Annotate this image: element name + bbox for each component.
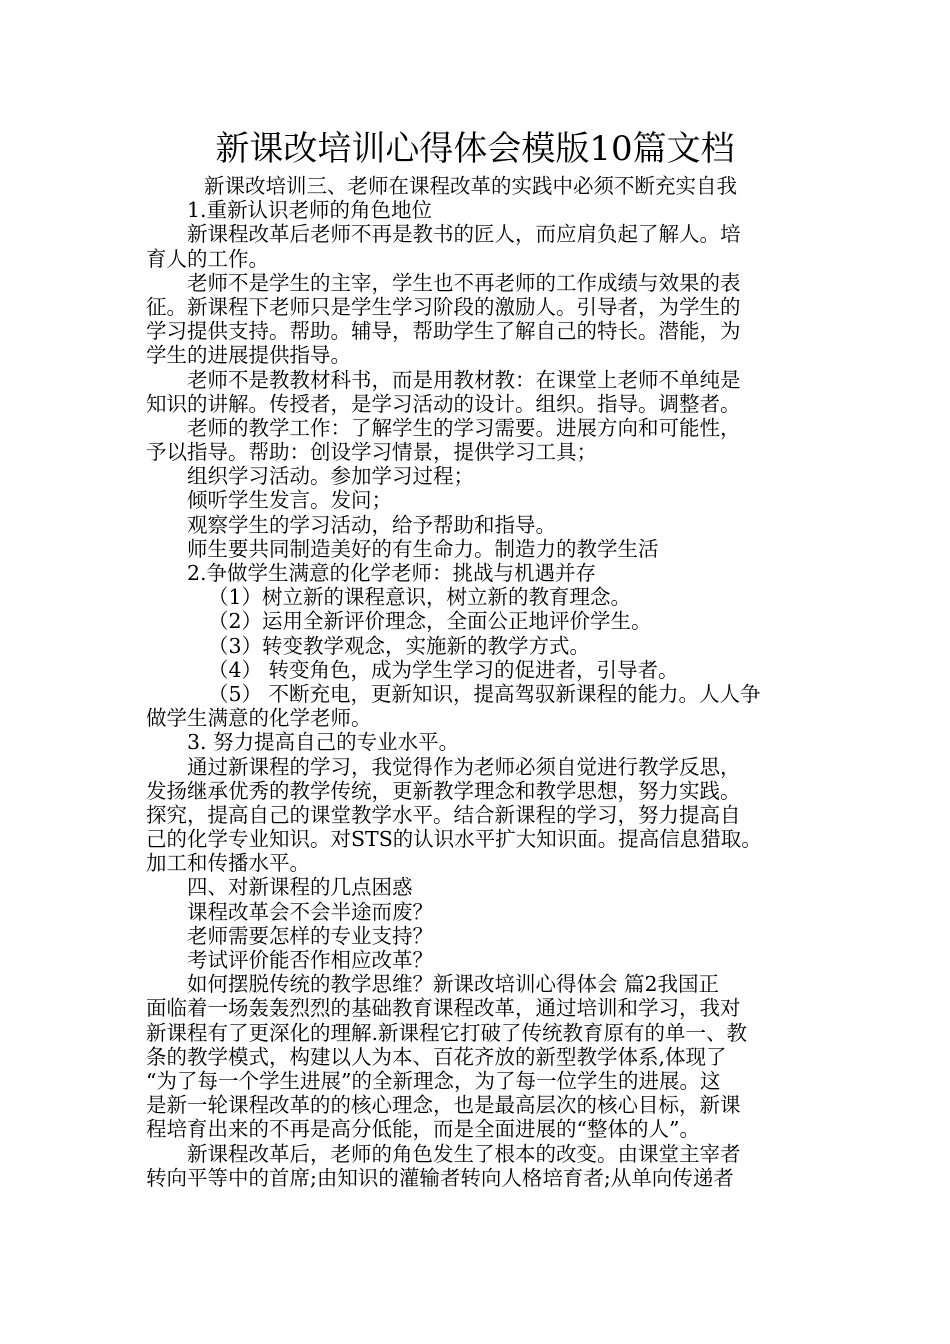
text-line: 新课改培训三、老师在课程改革的实践中必须不断充实自我	[204, 174, 737, 198]
text-line: 面临着一场轰轰烈烈的基础教育课程改革，通过培训和学习，我对	[146, 996, 741, 1021]
text-line: 发扬继承优秀的教学传统，更新教学理念和教学思想，努力实践。	[146, 778, 741, 803]
text-line: 观察学生的学习活动，给予帮助和指导。	[187, 512, 556, 537]
text-line: 学习提供支持。帮助。辅导，帮助学生了解自己的特长。潜能，为	[146, 319, 741, 344]
text-line: 程培育出来的不再是高分低能，而是全面进展的“整体的人”。	[146, 1117, 700, 1142]
text-line: 做学生满意的化学老师。	[146, 706, 372, 731]
text-line: 考试评价能否作相应改革？	[187, 948, 433, 972]
text-line: 予以指导。帮助：创设学习情景，提供学习工具；	[146, 440, 597, 465]
text-line: 转向平等中的首席;由知识的灌输者转向人格培育者;从单向传递者	[146, 1165, 734, 1190]
text-line: 老师需要怎样的专业支持？	[187, 923, 433, 948]
text-line: 探究，提高自己的课堂教学水平。结合新课程的学习，努力提高自	[146, 802, 741, 827]
text-line: 倾听学生发言。发问；	[187, 488, 392, 513]
text-line: 新课程有了更深化的理解.新课程它打破了传统教育原有的单一、教	[146, 1020, 748, 1045]
text-line: 征。新课程下老师只是学生学习阶段的激励人。引导者，为学生的	[146, 294, 741, 319]
text-line: 课程改革会不会半途而废？	[187, 899, 433, 924]
text-line: 育人的工作。	[146, 246, 269, 271]
text-line: “为了每一个学生进展”的全新理念，为了每一位学生的进展。这	[146, 1068, 721, 1093]
text-line: （2）运用全新评价理念，全面公正地评价学生。	[208, 609, 652, 634]
text-line: 加工和传播水平。	[146, 851, 310, 876]
text-line: 老师不是教教材科书，而是用教材教：在课堂上老师不单纯是	[187, 367, 741, 392]
text-line: 学生的进展提供指导。	[146, 343, 351, 368]
text-line: 是新一轮课程改革的的核心理念，也是最高层次的核心目标，新课	[146, 1093, 741, 1118]
text-line: （3）转变教学观念，实施新的教学方式。	[208, 633, 591, 658]
text-line: 师生要共同制造美好的有生命力。制造力的教学生活	[187, 536, 659, 561]
text-line: 通过新课程的学习，我觉得作为老师必须自觉进行教学反思，	[187, 754, 741, 779]
text-line: 知识的讲解。传授者，是学习活动的设计。组织。指导。调整者。	[146, 391, 741, 416]
text-line: 条的教学模式，构建以人为本、百花齐放的新型教学体系,体现了	[146, 1044, 727, 1069]
text-line: 新课程改革后，老师的角色发生了根本的改变。由课堂主宰者	[187, 1141, 741, 1166]
text-line: 四、对新课程的几点困惑	[187, 875, 413, 900]
document-body	[146, 174, 816, 1190]
text-line: 1.重新认识老师的角色地位	[187, 198, 433, 223]
text-line: 3. 努力提高自己的专业水平。	[187, 730, 460, 755]
text-line: 老师的教学工作：了解学生的学习需要。进展方向和可能性，	[187, 415, 741, 440]
text-line: 如何摆脱传统的教学思维？新课改培训心得体会 篇2我国正	[187, 972, 720, 997]
text-line: （1）树立新的课程意识，树立新的教育理念。	[208, 585, 632, 610]
text-line: （4） 转变角色，成为学生学习的促进者，引导者。	[208, 657, 679, 682]
text-line: （5） 不断充电，更新知识，提高驾驭新课程的能力。人人争	[208, 681, 761, 706]
text-line: 己的化学专业知识。对STS的认识水平扩大知识面。提高信息猎取。	[146, 827, 762, 852]
text-line: 老师不是学生的主宰，学生也不再老师的工作成绩与效果的表	[187, 270, 741, 295]
text-line: 组织学习活动。参加学习过程；	[187, 464, 474, 489]
text-line: 新课程改革后老师不再是教书的匠人，而应肩负起了解人。培	[187, 222, 741, 247]
text-line: 2.争做学生满意的化学老师：挑战与机遇并存	[187, 561, 597, 585]
document-title: 新课改培训心得体会模版10篇文档	[215, 129, 735, 169]
